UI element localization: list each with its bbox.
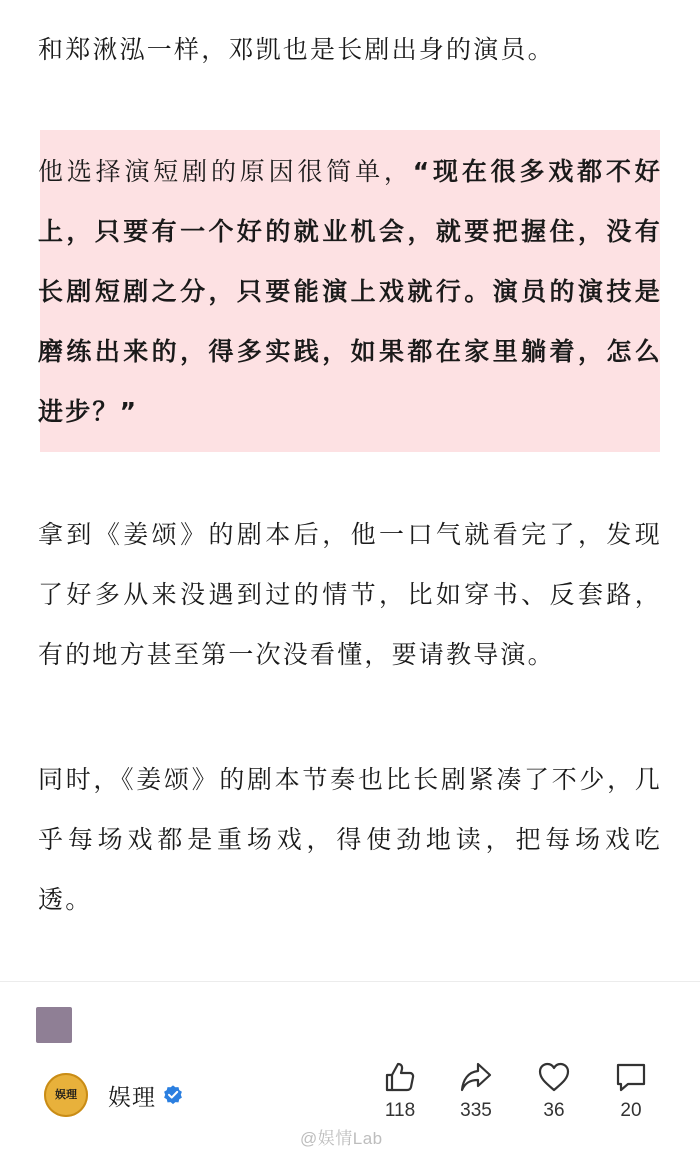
like-button[interactable]	[365, 1060, 435, 1122]
image-thumbnail[interactable]	[36, 1007, 72, 1043]
paragraph-4: 同时，《姜颂》的剧本节奏也比长剧紧凑了不少，几乎每场戏都是重场戏，得使劲地读，把每场戏吃透。	[38, 765, 662, 914]
paragraph-2	[38, 142, 662, 442]
favorite-count: 36	[543, 1100, 565, 1121]
comment-count: 20	[620, 1100, 642, 1121]
like-count: 118	[384, 1100, 416, 1121]
author-name[interactable]: 娱理	[108, 1084, 156, 1111]
comment-button[interactable]	[596, 1060, 666, 1122]
verified-check-icon	[162, 1084, 184, 1106]
footer-divider	[0, 981, 700, 982]
avatar-logo-text: 娱理	[55, 1088, 77, 1101]
comment-bubble-icon	[614, 1060, 648, 1094]
paragraph-1: 和郑湫泓一样，邓凯也是长剧出身的演员。	[38, 35, 555, 64]
paragraph-2-quote: “现在很多戏都不好上，只要有一个好的就业机会，就要把握住，没有长剧短剧之分，只要能演上戏就行。演员的演技是磨练出来的，得多实践，如果都在家里躺着，怎么进步？”	[38, 157, 662, 426]
avatar[interactable]	[44, 1073, 88, 1117]
paragraph-3: 拿到《姜颂》的剧本后，他一口气就看完了，发现了好多从来没遇到过的情节，比如穿书、反套路，有的地方甚至第一次没看懂，要请教导演。	[38, 520, 662, 669]
share-count: 335	[460, 1100, 492, 1121]
author-row[interactable]	[44, 1072, 184, 1118]
share-button[interactable]	[441, 1060, 511, 1122]
paragraph-2-intro: 他选择演短剧的原因很简单，	[38, 157, 413, 186]
watermark: @娱情Lab	[300, 1129, 383, 1148]
thumbs-up-icon	[383, 1060, 417, 1094]
favorite-button[interactable]	[519, 1060, 589, 1122]
heart-icon	[537, 1060, 571, 1094]
share-arrow-icon	[459, 1060, 493, 1094]
